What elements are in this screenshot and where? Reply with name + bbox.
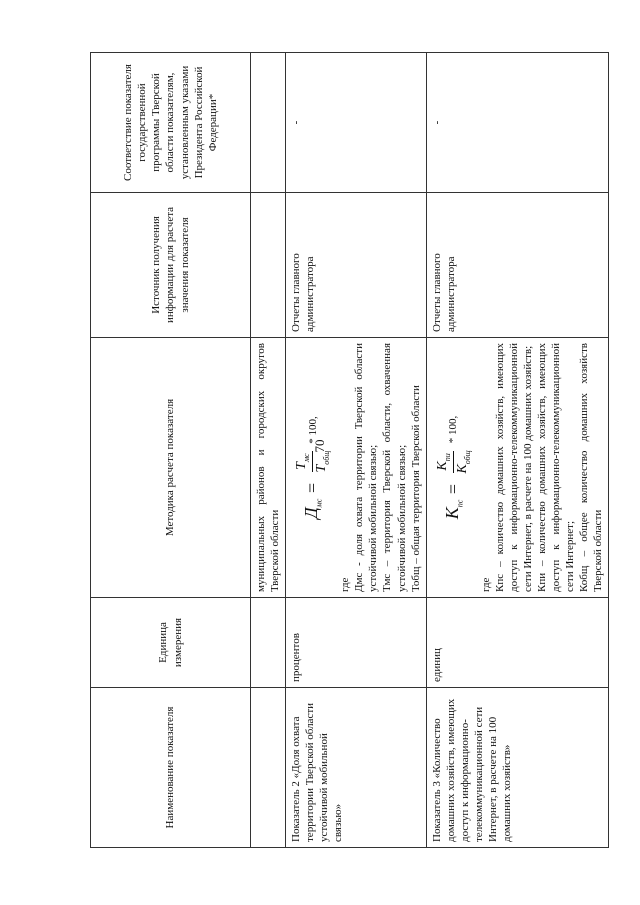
cell-empty: [251, 53, 286, 193]
table-header-row: [91, 53, 251, 848]
where-label: где: [479, 577, 492, 592]
header-name: Наименование показателя: [91, 688, 251, 848]
cell-empty: [251, 598, 286, 688]
cell-method: [426, 338, 609, 598]
formula: $Д_{мс}$ = $Т_{мс}$ $Т_{общ}$ * 100,: [294, 416, 331, 519]
formula: $К_{пс}$ = $К_{пи}$ $К_{общ}$ * 100,: [434, 415, 472, 520]
header-compliance: Соответствие показателя государственной программы Тверской области показателям, установленным указами Президента Российской Федерации*: [91, 53, 251, 193]
rotated-table-wrapper: [90, 53, 605, 848]
cell-empty: [251, 688, 286, 848]
cell-compliance: -: [286, 53, 427, 193]
definition: Тмс – территория Тверской области, охваченная устойчивой мобильной связью;: [381, 343, 408, 592]
table-row-continuation: [251, 53, 286, 848]
cell-source: Отчеты главного администратора: [426, 193, 609, 338]
cell-indicator-name: Показатель 2 «Доля охвата территории Тверской области устойчивой мобильной связью»: [286, 688, 427, 848]
cell-indicator-name: Показатель 3 «Количество домашних хозяйств, имеющих доступ к информационно-телекоммуникационной сети Интернет, в расчете на 100 домашних хозяйств»: [426, 688, 609, 848]
where-label: где: [339, 577, 352, 592]
cell-method-continuation: муниципальных районов и городских округов Тверской области: [251, 338, 286, 598]
definition: Дмс - доля охвата территории Тверской области устойчивой мобильной связью;: [353, 343, 380, 592]
cell-source: Отчеты главного администратора: [286, 193, 427, 338]
cell-method: [286, 338, 427, 598]
header-method: Методика расчета показателя: [91, 338, 251, 598]
cell-unit: единиц: [426, 598, 609, 688]
indicators-table: [90, 52, 609, 848]
table-row: [426, 53, 609, 848]
definition: Тобщ – общая территория Тверской области: [409, 385, 422, 592]
header-unit: Единица измерения: [91, 598, 251, 688]
header-source: Источник получения информации для расчета значения показателя: [91, 193, 251, 338]
page-number: 70: [312, 439, 327, 453]
definition: Кпи – количество домашних хозяйств, имеющих доступ к информационно-телекоммуникационной сети Интернет;: [536, 343, 577, 592]
table-row: [286, 53, 427, 848]
cell-empty: [251, 193, 286, 338]
cell-unit: процентов: [286, 598, 427, 688]
cell-compliance: -: [426, 53, 609, 193]
definition: Кобщ – общее количество домашних хозяйств Тверской области: [578, 343, 605, 592]
definition: Кпс – количество домашних хозяйств, имеющих доступ к информационно-телекоммуникационной сети Интернет, в расчете на 100 домашних хозяйств;: [493, 343, 534, 592]
